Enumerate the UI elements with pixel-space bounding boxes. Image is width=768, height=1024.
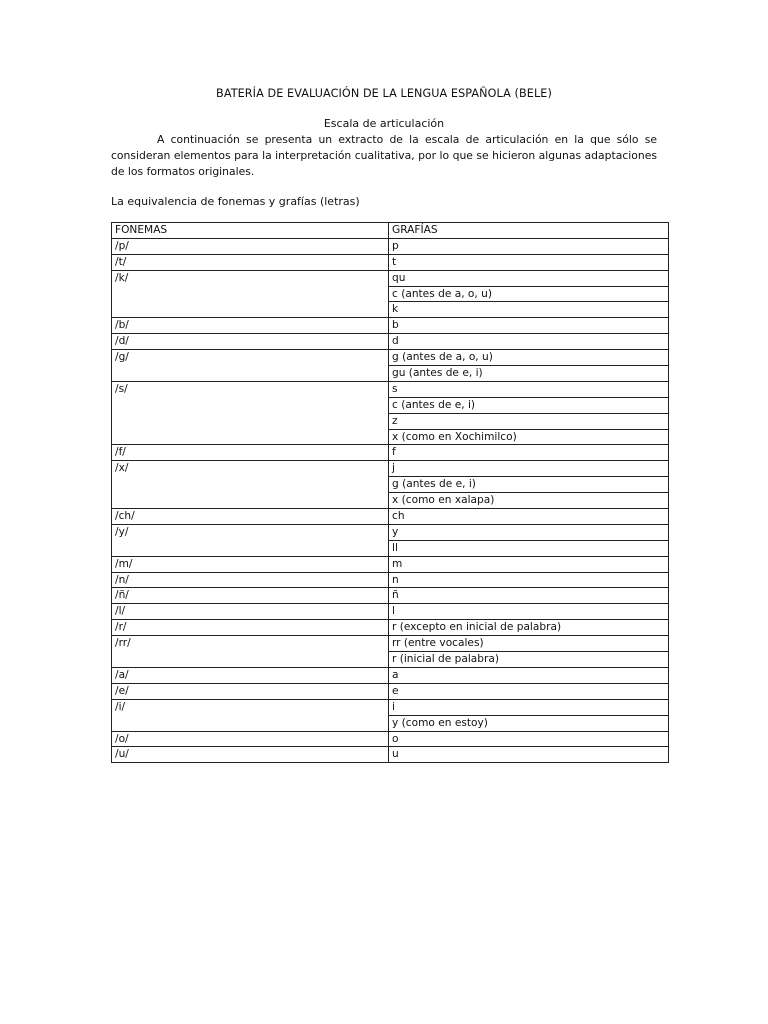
table-row (112, 572, 669, 588)
table-row (112, 270, 669, 286)
grafia-cell: ll (389, 540, 669, 556)
fonema-cell: /b/ (112, 318, 389, 334)
grafia-cell: y (389, 524, 669, 540)
table-caption: La equivalencia de fonemas y grafías (letras) (111, 195, 360, 208)
grafia-cell: rr (entre vocales) (389, 636, 669, 652)
grafia-cell: t (389, 254, 669, 270)
header-fonemas: FONEMAS (112, 223, 389, 239)
grafia-cell: a (389, 667, 669, 683)
grafia-cell: d (389, 334, 669, 350)
table-row (112, 509, 669, 525)
fonema-cell: /e/ (112, 683, 389, 699)
table-row (112, 381, 669, 397)
table-body (112, 238, 669, 762)
fonema-cell: /k/ (112, 270, 389, 318)
fonema-cell: /s/ (112, 381, 389, 445)
table-row (112, 604, 669, 620)
grafia-cell: x (como en Xochimilco) (389, 429, 669, 445)
table-row (112, 620, 669, 636)
grafia-cell: y (como en estoy) (389, 715, 669, 731)
fonema-cell: /m/ (112, 556, 389, 572)
table-row (112, 556, 669, 572)
grafia-cell: u (389, 747, 669, 763)
grafia-cell: z (389, 413, 669, 429)
fonema-cell: /d/ (112, 334, 389, 350)
fonema-cell: /a/ (112, 667, 389, 683)
fonema-cell: /o/ (112, 731, 389, 747)
table-row (112, 334, 669, 350)
fonema-cell: /ch/ (112, 509, 389, 525)
fonema-cell: /p/ (112, 238, 389, 254)
grafia-cell: c (antes de a, o, u) (389, 286, 669, 302)
grafia-cell: m (389, 556, 669, 572)
fonema-cell: /u/ (112, 747, 389, 763)
fonema-cell: /rr/ (112, 636, 389, 668)
fonema-cell: /ñ/ (112, 588, 389, 604)
fonema-cell: /t/ (112, 254, 389, 270)
fonema-cell: /x/ (112, 461, 389, 509)
grafia-cell: e (389, 683, 669, 699)
fonema-cell: /i/ (112, 699, 389, 731)
document-title: BATERÍA DE EVALUACIÓN DE LA LENGUA ESPAÑOLA (BELE) (216, 87, 552, 100)
grafia-cell: g (antes de e, i) (389, 477, 669, 493)
table-row (112, 445, 669, 461)
grafia-cell: c (antes de e, i) (389, 397, 669, 413)
table-row (112, 636, 669, 652)
fonema-cell: /y/ (112, 524, 389, 556)
table-row (112, 731, 669, 747)
table-row (112, 350, 669, 366)
header-grafias: GRAFÍAS (389, 223, 669, 239)
grafia-cell: f (389, 445, 669, 461)
phoneme-grapheme-table (111, 222, 669, 763)
grafia-cell: j (389, 461, 669, 477)
intro-paragraph: A continuación se presenta un extracto de la escala de articulación en la que sólo se consideran elementos para la interpretación cualitativa, por lo que se hicieron algunas adaptaciones de los formatos originales. (111, 133, 657, 178)
table-row (112, 318, 669, 334)
table-row (112, 524, 669, 540)
document-subtitle: Escala de articulación (323, 117, 445, 130)
table-row (112, 667, 669, 683)
table-row (112, 588, 669, 604)
grafia-cell: b (389, 318, 669, 334)
grafia-cell: qu (389, 270, 669, 286)
grafia-cell: ch (389, 509, 669, 525)
grafia-cell: l (389, 604, 669, 620)
grafia-cell: r (excepto en inicial de palabra) (389, 620, 669, 636)
table-row (112, 461, 669, 477)
grafia-cell: r (inicial de palabra) (389, 652, 669, 668)
grafia-cell: s (389, 381, 669, 397)
table-header-row (112, 223, 669, 239)
fonema-cell: /n/ (112, 572, 389, 588)
table-row (112, 254, 669, 270)
grafia-cell: gu (antes de e, i) (389, 366, 669, 382)
document-page (111, 86, 657, 210)
grafia-cell: n (389, 572, 669, 588)
fonema-cell: /f/ (112, 445, 389, 461)
grafia-cell: ñ (389, 588, 669, 604)
grafia-cell: p (389, 238, 669, 254)
table-row (112, 699, 669, 715)
fonema-cell: /g/ (112, 350, 389, 382)
fonema-cell: /l/ (112, 604, 389, 620)
grafia-cell: g (antes de a, o, u) (389, 350, 669, 366)
grafia-cell: o (389, 731, 669, 747)
grafia-cell: k (389, 302, 669, 318)
fonema-cell: /r/ (112, 620, 389, 636)
grafia-cell: i (389, 699, 669, 715)
table-row (112, 747, 669, 763)
table-row (112, 683, 669, 699)
grafia-cell: x (como en xalapa) (389, 493, 669, 509)
table-row (112, 238, 669, 254)
